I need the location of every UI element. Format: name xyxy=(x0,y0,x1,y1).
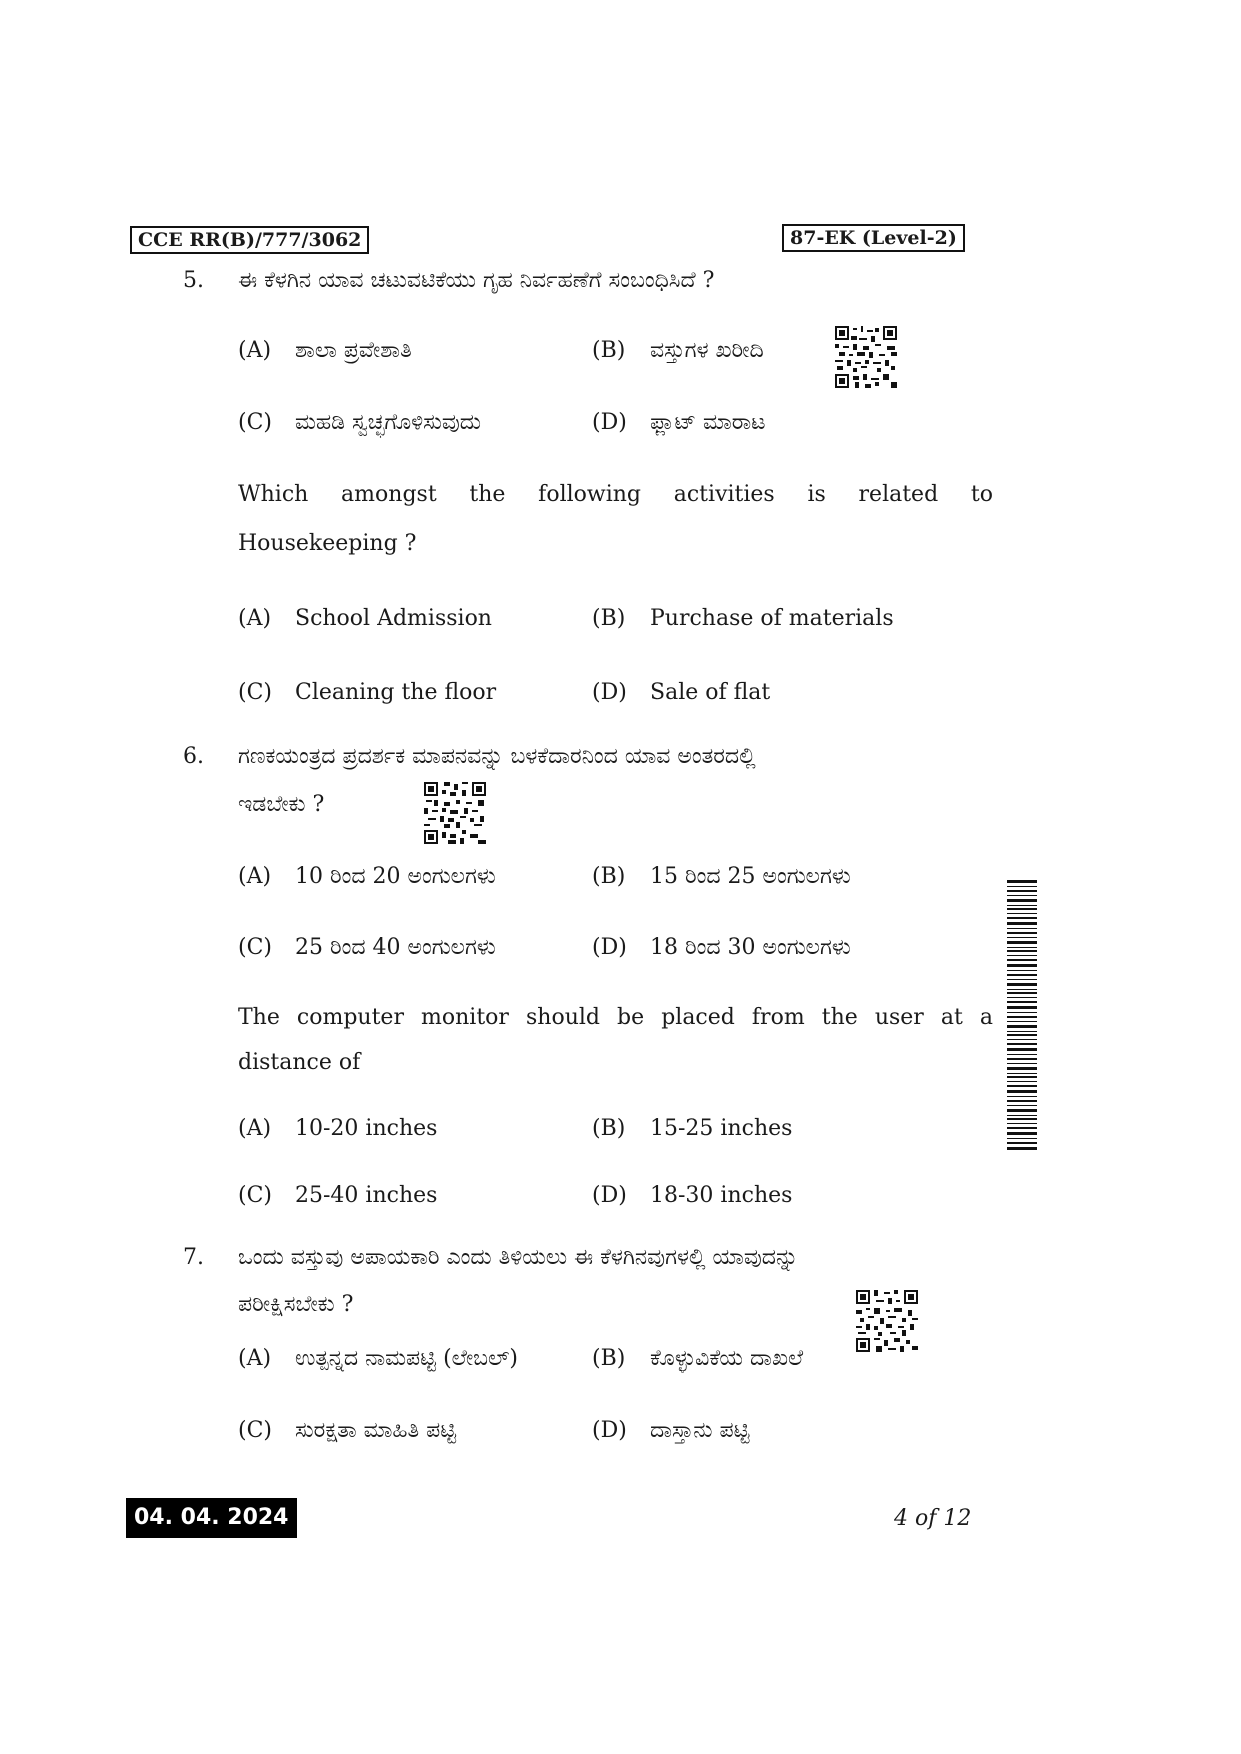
option-label: (B) xyxy=(592,606,626,631)
option-label: (C) xyxy=(238,935,272,960)
option-text: 25-40 inches xyxy=(295,1183,438,1208)
question-stem-english: Which amongst the following activities is related to xyxy=(238,482,993,507)
option-label: (A) xyxy=(238,864,272,889)
option-label: (B) xyxy=(592,864,626,889)
option-text: Purchase of materials xyxy=(650,606,894,631)
option-label: (B) xyxy=(592,1346,626,1371)
paper-code-left: CCE RR(B)/777/3062 xyxy=(130,226,369,254)
option-text: 18-30 inches xyxy=(650,1183,793,1208)
question-number: 7. xyxy=(183,1245,204,1270)
option-label: (C) xyxy=(238,1418,272,1443)
option-text: ಸುರಕ್ಷತಾ ಮಾಹಿತಿ ಪಟ್ಟಿ xyxy=(295,1418,457,1443)
question-stem-kannada: ಒಂದು ವಸ್ತುವು ಅಪಾಯಕಾರಿ ಎಂದು ತಿಳಿಯಲು ಈ ಕೆಳಗಿನವುಗಳಲ್ಲಿ ಯಾವುದನ್ನು xyxy=(238,1245,799,1270)
option-text: ಶಾಲಾ ಪ್ರವೇಶಾತಿ xyxy=(295,338,412,363)
option-label: (D) xyxy=(592,1183,627,1208)
option-text: 15-25 inches xyxy=(650,1116,793,1141)
question-stem-kannada: ಗಣಕಯಂತ್ರದ ಪ್ರದರ್ಶಕ ಮಾಪನವನ್ನು ಬಳಕೆದಾರನಿಂದ ಯಾವ ಅಂತರದಲ್ಲಿ xyxy=(238,744,756,769)
question-stem-english-cont: distance of xyxy=(238,1050,361,1075)
option-label: (C) xyxy=(238,1183,272,1208)
option-text: ಉತ್ಪನ್ನದ ನಾಮಪಟ್ಟಿ (ಲೇಬಲ್) xyxy=(295,1346,519,1371)
option-label: (C) xyxy=(238,680,272,705)
paper-code-right: 87-EK (Level-2) xyxy=(782,224,965,252)
option-label: (B) xyxy=(592,338,626,363)
option-label: (D) xyxy=(592,935,627,960)
option-text: 18 ರಿಂದ 30 ಅಂಗುಲಗಳು xyxy=(650,935,851,960)
option-label: (D) xyxy=(592,680,627,705)
question-stem-english: The computer monitor should be placed from the user at a xyxy=(238,1005,993,1030)
option-text: ಮಹಡಿ ಸ್ವಚ್ಛಗೊಳಿಸುವುದು xyxy=(295,410,481,435)
question-stem-kannada: ಈ ಕೆಳಗಿನ ಯಾವ ಚಟುವಟಿಕೆಯು ಗೃಹ ನಿರ್ವಹಣೆಗೆ ಸಂಬಂಧಿಸಿದೆ ? xyxy=(238,268,715,293)
question-number: 5. xyxy=(183,268,204,293)
question-number: 6. xyxy=(183,744,204,769)
option-text: Cleaning the floor xyxy=(295,680,497,705)
qr-code-icon xyxy=(835,326,897,388)
option-text: ವಸ್ತುಗಳ ಖರೀದಿ xyxy=(650,338,764,363)
question-stem-kannada-cont: ಇಡಬೇಕು ? xyxy=(238,792,325,817)
question-stem-english-cont: Housekeeping ? xyxy=(238,531,417,556)
qr-code-icon xyxy=(424,782,486,844)
option-label: (D) xyxy=(592,1418,627,1443)
option-label: (A) xyxy=(238,1116,272,1141)
exam-date: 04. 04. 2024 xyxy=(126,1498,297,1538)
option-label: (A) xyxy=(238,338,272,363)
option-text: 25 ರಿಂದ 40 ಅಂಗುಲಗಳು xyxy=(295,935,496,960)
option-text: 10-20 inches xyxy=(295,1116,438,1141)
option-text: ಫ್ಲಾಟ್ ಮಾರಾಟ xyxy=(650,410,766,435)
option-label: (A) xyxy=(238,606,272,631)
option-label: (D) xyxy=(592,410,627,435)
option-text: Sale of flat xyxy=(650,680,771,705)
barcode-icon xyxy=(1007,880,1037,1150)
option-text: ಕೊಳ್ಳುವಿಕೆಯ ದಾಖಲೆ xyxy=(650,1346,804,1371)
page-number: 4 of 12 xyxy=(894,1506,972,1531)
option-text: ದಾಸ್ತಾನು ಪಟ್ಟಿ xyxy=(650,1418,750,1443)
option-label: (B) xyxy=(592,1116,626,1141)
qr-code-icon xyxy=(856,1290,918,1352)
option-label: (C) xyxy=(238,410,272,435)
option-text: School Admission xyxy=(295,606,492,631)
question-stem-kannada-cont: ಪರೀಕ್ಷಿಸಬೇಕು ? xyxy=(238,1292,354,1317)
option-text: 15 ರಿಂದ 25 ಅಂಗುಲಗಳು xyxy=(650,864,851,889)
option-text: 10 ರಿಂದ 20 ಅಂಗುಲಗಳು xyxy=(295,864,496,889)
option-label: (A) xyxy=(238,1346,272,1371)
